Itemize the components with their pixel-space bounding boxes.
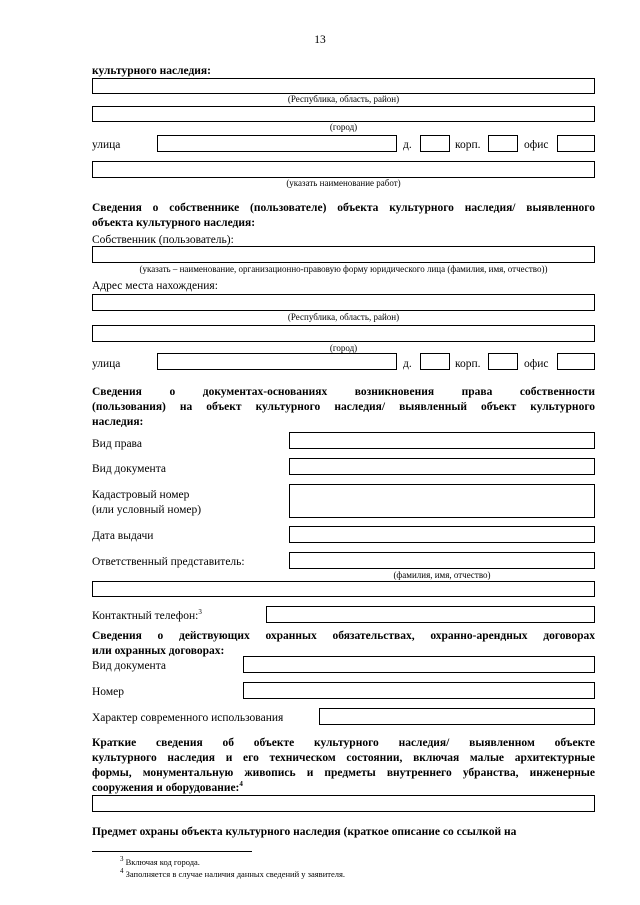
address-label: Адрес места нахождения:	[92, 280, 218, 292]
obligations-heading-line1: Сведения о действующих охранных обязательствах, охранно-арендных договорах	[92, 630, 595, 642]
description-section-heading	[92, 736, 595, 796]
doc-type-field[interactable]	[289, 458, 595, 475]
footnote-divider	[92, 851, 252, 852]
footnote-4	[120, 869, 345, 880]
footnote-3	[120, 857, 200, 868]
owner-heading-line2: объекта культурного наследия:	[92, 217, 256, 229]
representative-caption: (фамилия, имя, отчество)	[393, 570, 491, 580]
usage-label: Характер современного использования	[92, 712, 284, 724]
description-heading-line1: Краткие сведения об объекте культурного наследия/ выявленном объекте	[92, 737, 595, 749]
owner-building-label: корп.	[455, 358, 481, 370]
obligations-heading-line2: или охранных договорах:	[92, 645, 225, 657]
cadastral-field[interactable]	[289, 484, 595, 518]
city-caption: (город)	[329, 122, 358, 132]
office-label: офис	[524, 139, 549, 151]
house-label: д.	[403, 139, 412, 151]
owner-label: Собственник (пользователь):	[92, 234, 234, 246]
owner-heading-line1: Сведения о собственнике (пользователе) объекта культурного наследия/ выявленного	[92, 202, 595, 214]
obligations-section-heading	[92, 629, 595, 659]
obligations-number-label: Номер	[92, 686, 124, 698]
cadastral-label-line1: Кадастровый номер	[92, 489, 190, 501]
documents-heading-line2: (пользования) на объект культурного наследия/ выявленный объект культурного	[92, 401, 595, 413]
representative-label: Ответственный представитель:	[92, 556, 245, 568]
region-caption: (Республика, область, район)	[287, 94, 400, 104]
right-type-field[interactable]	[289, 432, 595, 449]
owner-field[interactable]	[92, 246, 595, 263]
owner-office-field[interactable]	[557, 353, 595, 370]
cadastral-label-line2: (или условный номер)	[92, 504, 202, 516]
owner-city-field[interactable]	[92, 325, 595, 342]
issue-date-field[interactable]	[289, 526, 595, 543]
footnote-4-text: Заполняется в случае наличия данных сведений у заявителя.	[125, 869, 346, 879]
protection-subject-heading: Предмет охраны объекта культурного наследия (краткое описание со ссылкой на	[92, 826, 517, 838]
right-type-label: Вид права	[92, 438, 142, 450]
building-field[interactable]	[488, 135, 518, 152]
description-heading-line3: формы, монументальную живопись и предметы внутреннего убранства, инженерные	[92, 767, 595, 779]
owner-house-field[interactable]	[420, 353, 450, 370]
owner-region-field[interactable]	[92, 294, 595, 311]
footnote-3-text: Включая код города.	[125, 857, 200, 867]
description-heading-line4: сооружения и оборудование:	[92, 782, 240, 794]
description-field[interactable]	[92, 795, 595, 812]
page-number: 13	[314, 34, 326, 46]
section1-heading: культурного наследия:	[92, 65, 211, 77]
owner-house-label: д.	[403, 358, 412, 370]
office-field[interactable]	[557, 135, 595, 152]
obligations-number-field[interactable]	[243, 682, 595, 699]
street-label: улица	[92, 139, 121, 151]
usage-field[interactable]	[319, 708, 595, 725]
issue-date-label: Дата выдачи	[92, 530, 154, 542]
city-field[interactable]	[92, 106, 595, 122]
house-field[interactable]	[420, 135, 450, 152]
works-field[interactable]	[92, 161, 595, 178]
owner-caption: (указать – наименование, организационно-правовую форму юридического лица (фамилия, имя, отчество))	[139, 264, 548, 274]
street-field[interactable]	[157, 135, 397, 152]
description-heading-line2: культурного наследия и его техническом состоянии, включая малые архитектурные	[92, 752, 595, 764]
owner-office-label: офис	[524, 358, 549, 370]
owner-section-heading	[92, 201, 595, 231]
obligations-doc-type-field[interactable]	[243, 656, 595, 673]
phone-field[interactable]	[266, 606, 595, 623]
owner-building-field[interactable]	[488, 353, 518, 370]
documents-heading-line1: Сведения о документах-основаниях возникновения права собственности	[92, 386, 595, 398]
representative-extra-field[interactable]	[92, 581, 595, 597]
footnote-4-mark: 4	[120, 867, 124, 876]
obligations-doc-type-label: Вид документа	[92, 660, 166, 672]
region-field[interactable]	[92, 78, 595, 94]
owner-city-caption: (город)	[329, 343, 358, 353]
works-caption: (указать наименование работ)	[286, 178, 401, 188]
phone-label-wrap	[92, 609, 202, 623]
phone-footnote-mark: 3	[198, 608, 202, 617]
phone-label: Контактный телефон:	[92, 610, 199, 622]
footnote-3-mark: 3	[120, 855, 124, 864]
description-footnote-mark: 4	[239, 780, 243, 789]
owner-street-label: улица	[92, 358, 121, 370]
documents-heading-line3: наследия:	[92, 416, 144, 428]
documents-section-heading	[92, 385, 595, 430]
doc-type-label: Вид документа	[92, 463, 166, 475]
owner-region-caption: (Республика, область, район)	[287, 312, 400, 322]
representative-field[interactable]	[289, 552, 595, 569]
owner-street-field[interactable]	[157, 353, 397, 370]
building-label: корп.	[455, 139, 481, 151]
